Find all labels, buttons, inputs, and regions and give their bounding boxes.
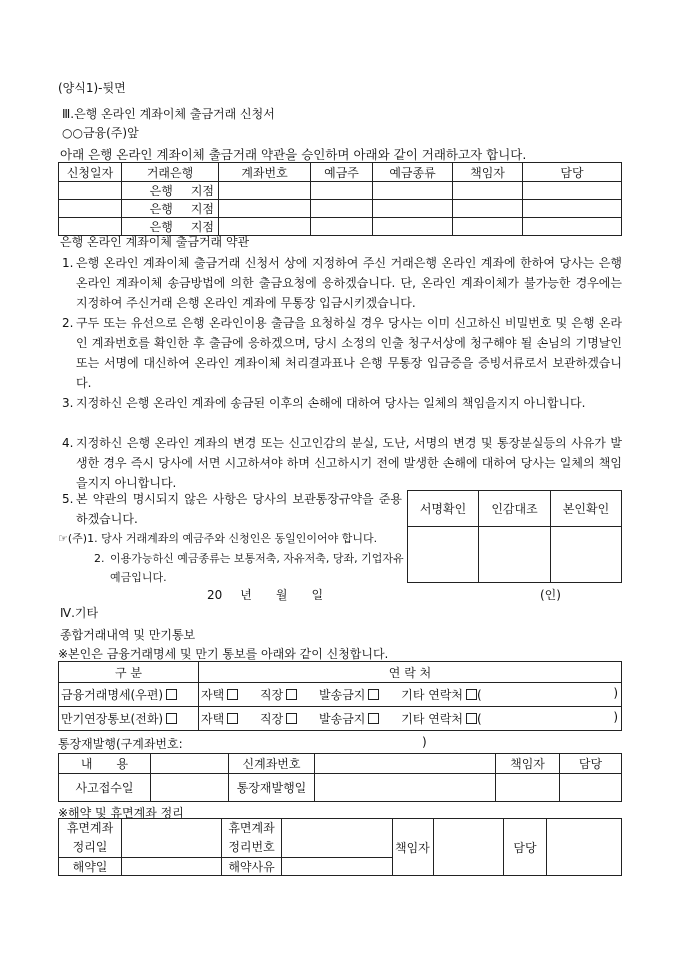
- bank-label: 은행: [149, 184, 173, 198]
- section4-subtitle: 종합거래내역 및 만기통보: [60, 628, 196, 642]
- note-2: [94, 549, 404, 587]
- signature-check-header: 서명확인: [408, 491, 479, 527]
- intro-text: 아래 은행 온라인 계좌이체 출금거래 약관을 승인하며 아래와 같이 거래하고자 합니다.: [60, 147, 527, 162]
- date-line: [207, 586, 323, 603]
- checkbox[interactable]: [166, 713, 177, 724]
- term-4: [62, 433, 622, 493]
- manager-label: 책임자: [496, 754, 560, 774]
- contact-table: [58, 661, 622, 731]
- seal-compare-cell[interactable]: [479, 527, 551, 583]
- term-text: 본 약관의 명시되지 않은 사항은 당사의 보관통장규약을 준용하겠습니다.: [76, 492, 402, 526]
- section3-title: Ⅲ.은행 온라인 계좌이체 출금거래 신청서: [62, 107, 275, 121]
- term-3: [62, 393, 622, 413]
- maturity-phone-option[interactable]: [59, 707, 199, 731]
- addressee: ○○금융(주)앞: [62, 126, 139, 140]
- staff-cell[interactable]: [523, 218, 622, 236]
- holder-cell[interactable]: [311, 218, 373, 236]
- holder-cell[interactable]: [311, 182, 373, 200]
- note-1: [58, 530, 377, 546]
- term-number: 3.: [62, 396, 74, 410]
- new-account-label: 신계좌번호: [229, 754, 315, 774]
- identity-check-header: 본인확인: [551, 491, 622, 527]
- note-text: 당사 거래계좌의 예금주와 신청인은 동일인이어야 합니다.: [101, 532, 378, 545]
- cancel-reason-cell[interactable]: [282, 858, 393, 876]
- month-label: 월: [275, 588, 288, 602]
- option-no-send: 발송금지: [319, 688, 366, 702]
- dormant-date-label: [59, 819, 122, 858]
- checkbox-other[interactable]: [466, 689, 477, 700]
- holder-cell[interactable]: [311, 200, 373, 218]
- statement-mail-option[interactable]: [59, 683, 199, 707]
- checkbox-home[interactable]: [227, 713, 238, 724]
- content-label: 내 용: [59, 754, 151, 774]
- term-number: 5.: [62, 492, 74, 506]
- branch-label: 지점: [190, 184, 214, 198]
- new-account-cell[interactable]: [315, 754, 496, 774]
- identity-check-cell[interactable]: [551, 527, 622, 583]
- verification-table: [407, 490, 622, 583]
- checkbox[interactable]: [166, 689, 177, 700]
- staff-cell[interactable]: [547, 819, 622, 876]
- year-label: 년: [240, 588, 252, 602]
- manager-cell[interactable]: [434, 819, 504, 876]
- seal-compare-header: 인감대조: [479, 491, 551, 527]
- option-no-send: 발송금지: [319, 712, 366, 726]
- manager-label: 책임자: [393, 819, 434, 876]
- bank-label: 은행: [149, 220, 173, 234]
- dormant-date-cell[interactable]: [122, 819, 222, 858]
- section4-title: Ⅳ.기타: [60, 606, 99, 620]
- note-text: 이용가능하신 예금종류는 보통저축, 자유저축, 당좌, 기업자유예금입니다.: [110, 552, 404, 584]
- bank-label: 은행: [149, 202, 173, 216]
- table-row: [59, 683, 622, 707]
- account-cell[interactable]: [219, 182, 311, 200]
- closure-title: ※해약 및 휴면계좌 정리: [58, 806, 184, 820]
- manager-cell[interactable]: [453, 218, 523, 236]
- table-row: [59, 182, 622, 200]
- term-5: [62, 489, 402, 529]
- term-text: 구두 또는 유선으로 은행 온라인이용 출금을 요청하실 경우 당사는 이미 신고하신 비밀번호 및 은행 온라인 계좌번호를 확인한 후 출금에 응하겠으며, 당시 소정의 인출 청구서상에 청구해야 될 손님의 기명날인 또는 서명에 대신하여 온라인 계좌이체 처리결과표나 은행 무통장 입금증을 증빙서류로서 보관하겠습니다.: [76, 316, 622, 390]
- year-prefix: 20: [207, 588, 223, 602]
- option-other: 기타 연락처: [401, 712, 464, 726]
- header-holder: 예금주: [311, 163, 373, 182]
- manager-cell[interactable]: [453, 182, 523, 200]
- staff-label: 담당: [560, 754, 622, 774]
- checkbox-home[interactable]: [227, 689, 238, 700]
- staff-cell[interactable]: [560, 774, 622, 802]
- staff-cell[interactable]: [523, 200, 622, 218]
- term-number: 1.: [62, 256, 74, 270]
- table-row: [59, 707, 622, 731]
- type-cell[interactable]: [373, 182, 453, 200]
- label-line: 정리번호: [228, 840, 275, 854]
- checkbox-other[interactable]: [466, 713, 477, 724]
- cancel-date-label: 해약일: [59, 858, 122, 876]
- option-home: 자택: [201, 712, 225, 726]
- option-work: 직장: [260, 688, 284, 702]
- header-bank: 거래은행: [122, 163, 219, 182]
- header-account: 계좌번호: [219, 163, 311, 182]
- reissue-close: ): [422, 735, 427, 749]
- contact-options: 자택 직장 발송금지 기타 연락처 ( ): [199, 707, 622, 731]
- term-number: 4.: [62, 436, 74, 450]
- date-cell[interactable]: [59, 182, 122, 200]
- incident-date-label: 사고접수일: [59, 774, 151, 802]
- branch-label: 지점: [190, 202, 214, 216]
- category-header: 구 분: [59, 662, 199, 683]
- branch-label: 지점: [190, 220, 214, 234]
- label-line: 정리일: [72, 840, 108, 854]
- manager-cell[interactable]: [453, 200, 523, 218]
- dormant-number-cell[interactable]: [282, 819, 393, 858]
- label-line: 휴면계좌: [228, 821, 275, 835]
- type-cell[interactable]: [373, 218, 453, 236]
- notice-text: ※본인은 금융거래명세 및 만기 통보를 아래와 같이 신청합니다.: [58, 647, 389, 661]
- staff-label: 담당: [504, 819, 547, 876]
- contact-header: 연 락 처: [199, 662, 622, 683]
- table-row: [59, 200, 622, 218]
- checkbox-work[interactable]: [286, 713, 297, 724]
- incident-date-cell[interactable]: [151, 774, 229, 802]
- note-prefix: ☞(주)1.: [58, 532, 98, 545]
- term-1: [62, 253, 622, 313]
- cancel-reason-label: 해약사유: [222, 858, 282, 876]
- header-manager: 책임자: [453, 163, 523, 182]
- reissue-label: 통장재발행(구계좌번호:: [58, 737, 183, 751]
- form-label: (양식1)-뒷면: [58, 81, 126, 95]
- option-work: 직장: [260, 712, 284, 726]
- signature-check-cell[interactable]: [408, 527, 479, 583]
- manager-cell[interactable]: [496, 774, 560, 802]
- account-cell[interactable]: [219, 200, 311, 218]
- header-staff: 담당: [523, 163, 622, 182]
- date-cell[interactable]: [59, 200, 122, 218]
- content-cell[interactable]: [151, 754, 229, 774]
- day-label: 일: [311, 588, 324, 602]
- staff-cell[interactable]: [523, 182, 622, 200]
- closure-table: [58, 818, 622, 876]
- term-text: 지정하신 은행 온라인 계좌의 변경 또는 신고인감의 분실, 도난, 서명의 변경 및 통장분실등의 사유가 발생한 경우 즉시 당사에 서면 시고하셔야 하며 신고하시기 전에 발생한 손해에 대하여 당사는 일체의 책임을지지 아니합니다.: [76, 436, 622, 490]
- option-home: 자택: [201, 688, 225, 702]
- type-cell[interactable]: [373, 200, 453, 218]
- row-label: 금융거래명세(우편): [61, 688, 164, 702]
- term-number: 2.: [62, 316, 74, 330]
- reissue-date-cell[interactable]: [315, 774, 496, 802]
- application-table: [58, 162, 622, 236]
- term-text: 은행 온라인 계좌이체 출금거래 신청서 상에 지정하여 주신 거래은행 온라인 계좌에 한하여 당사는 은행 온라인 계좌이체 송금방법에 의한 출금요청에 응하겠습니다. 단, 온라인 계좌이체가 불가능한 경우에는 지정하여 주신거래 은행 온라인 계좌에 무통장 입금시키겠습니다.: [76, 256, 622, 310]
- seal-mark: (인): [540, 588, 561, 602]
- label-line: 휴면계좌: [66, 821, 114, 835]
- checkbox-no-send[interactable]: [368, 689, 379, 700]
- option-other: 기타 연락처: [401, 688, 464, 702]
- reissue-date-label: 통장재발행일: [229, 774, 315, 802]
- contact-options: 자택 직장 발송금지 기타 연락처 ( ): [199, 683, 622, 707]
- checkbox-work[interactable]: [286, 689, 297, 700]
- term-2: [62, 313, 622, 393]
- term-text: 지정하신 은행 온라인 계좌에 송금된 이후의 손해에 대하여 당사는 일체의 책임을지지 아니합니다.: [76, 396, 586, 410]
- bank-cell[interactable]: [122, 200, 219, 218]
- reissue-table: [58, 753, 622, 802]
- header-date: 신청일자: [59, 163, 122, 182]
- cancel-date-cell[interactable]: [122, 858, 222, 876]
- header-type: 예금종류: [373, 163, 453, 182]
- bank-cell[interactable]: [122, 182, 219, 200]
- checkbox-no-send[interactable]: [368, 713, 379, 724]
- terms-title: 은행 온라인 계좌이체 출금거래 약관: [60, 235, 250, 249]
- dormant-number-label: [222, 819, 282, 858]
- row-label: 만기연장통보(전화): [61, 712, 164, 726]
- note-prefix: 2.: [94, 552, 105, 565]
